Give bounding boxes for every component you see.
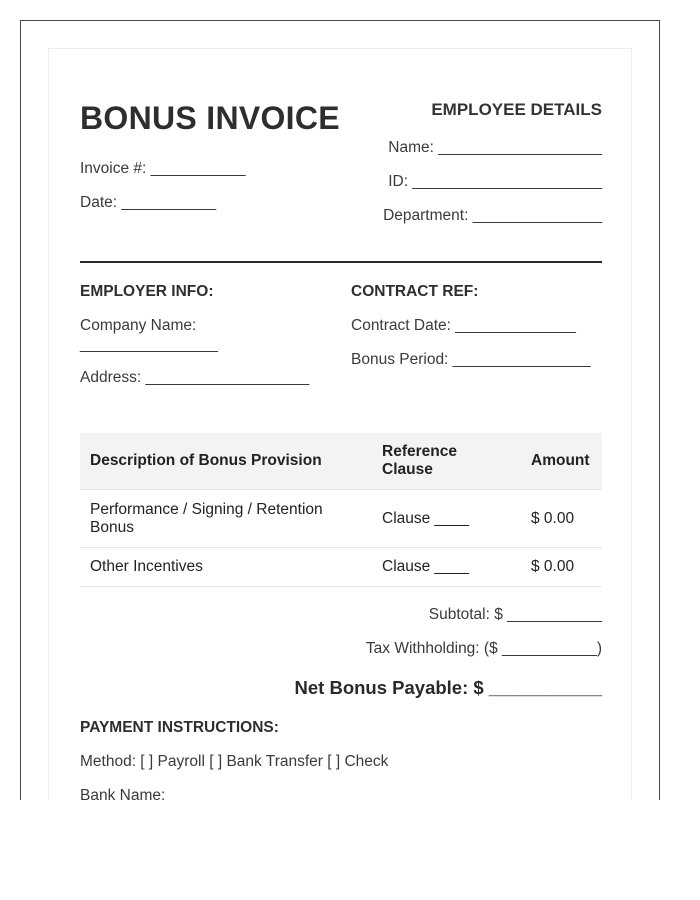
payment-method-field: Method: [ ] Payroll [ ] Bank Transfer [ ] Check xyxy=(80,753,389,770)
employee-department-field: Department: _______________ xyxy=(383,207,602,224)
bonus-table xyxy=(80,433,602,587)
row-amount: $ 0.00 xyxy=(521,548,602,587)
contract-date-field: Contract Date: ______________ xyxy=(351,317,576,334)
employer-address-field: Address: ___________________ xyxy=(80,369,310,386)
table-header-row xyxy=(80,433,602,490)
payment-instructions-heading: PAYMENT INSTRUCTIONS: xyxy=(80,719,279,736)
employee-name-field: Name: ___________________ xyxy=(388,139,602,156)
company-name-label: Company Name: xyxy=(80,317,197,334)
company-name-blank: ________________ xyxy=(80,336,218,353)
bank-name-field: Bank Name: xyxy=(80,787,166,804)
row-amount: $ 0.00 xyxy=(521,490,602,548)
header-amount: Amount xyxy=(521,433,602,490)
row-clause: Clause ____ xyxy=(372,548,521,587)
header-description: Description of Bonus Provision xyxy=(80,433,372,490)
table-row xyxy=(80,548,602,587)
header-reference-clause: Reference Clause xyxy=(372,433,521,490)
net-bonus-payable: Net Bonus Payable: $ ___________ xyxy=(294,677,602,698)
contract-ref-heading: CONTRACT REF: xyxy=(351,283,479,300)
subtotal-field: Subtotal: $ ___________ xyxy=(428,606,602,623)
employer-info-heading: EMPLOYER INFO: xyxy=(80,283,214,300)
employee-id-field: ID: ______________________ xyxy=(388,173,602,190)
invoice-date-field: Date: ___________ xyxy=(80,194,217,211)
invoice-title: BONUS INVOICE xyxy=(80,100,340,136)
invoice-number-field: Invoice #: ___________ xyxy=(80,160,246,177)
table-row xyxy=(80,490,602,548)
tax-withholding-field: Tax Withholding: ($ ___________) xyxy=(365,640,602,657)
section-divider xyxy=(80,261,602,263)
employee-details-heading: EMPLOYEE DETAILS xyxy=(431,100,602,119)
row-description: Other Incentives xyxy=(80,548,372,587)
row-clause: Clause ____ xyxy=(372,490,521,548)
row-description: Performance / Signing / Retention Bonus xyxy=(80,490,372,548)
bonus-period-field: Bonus Period: ________________ xyxy=(351,351,591,368)
